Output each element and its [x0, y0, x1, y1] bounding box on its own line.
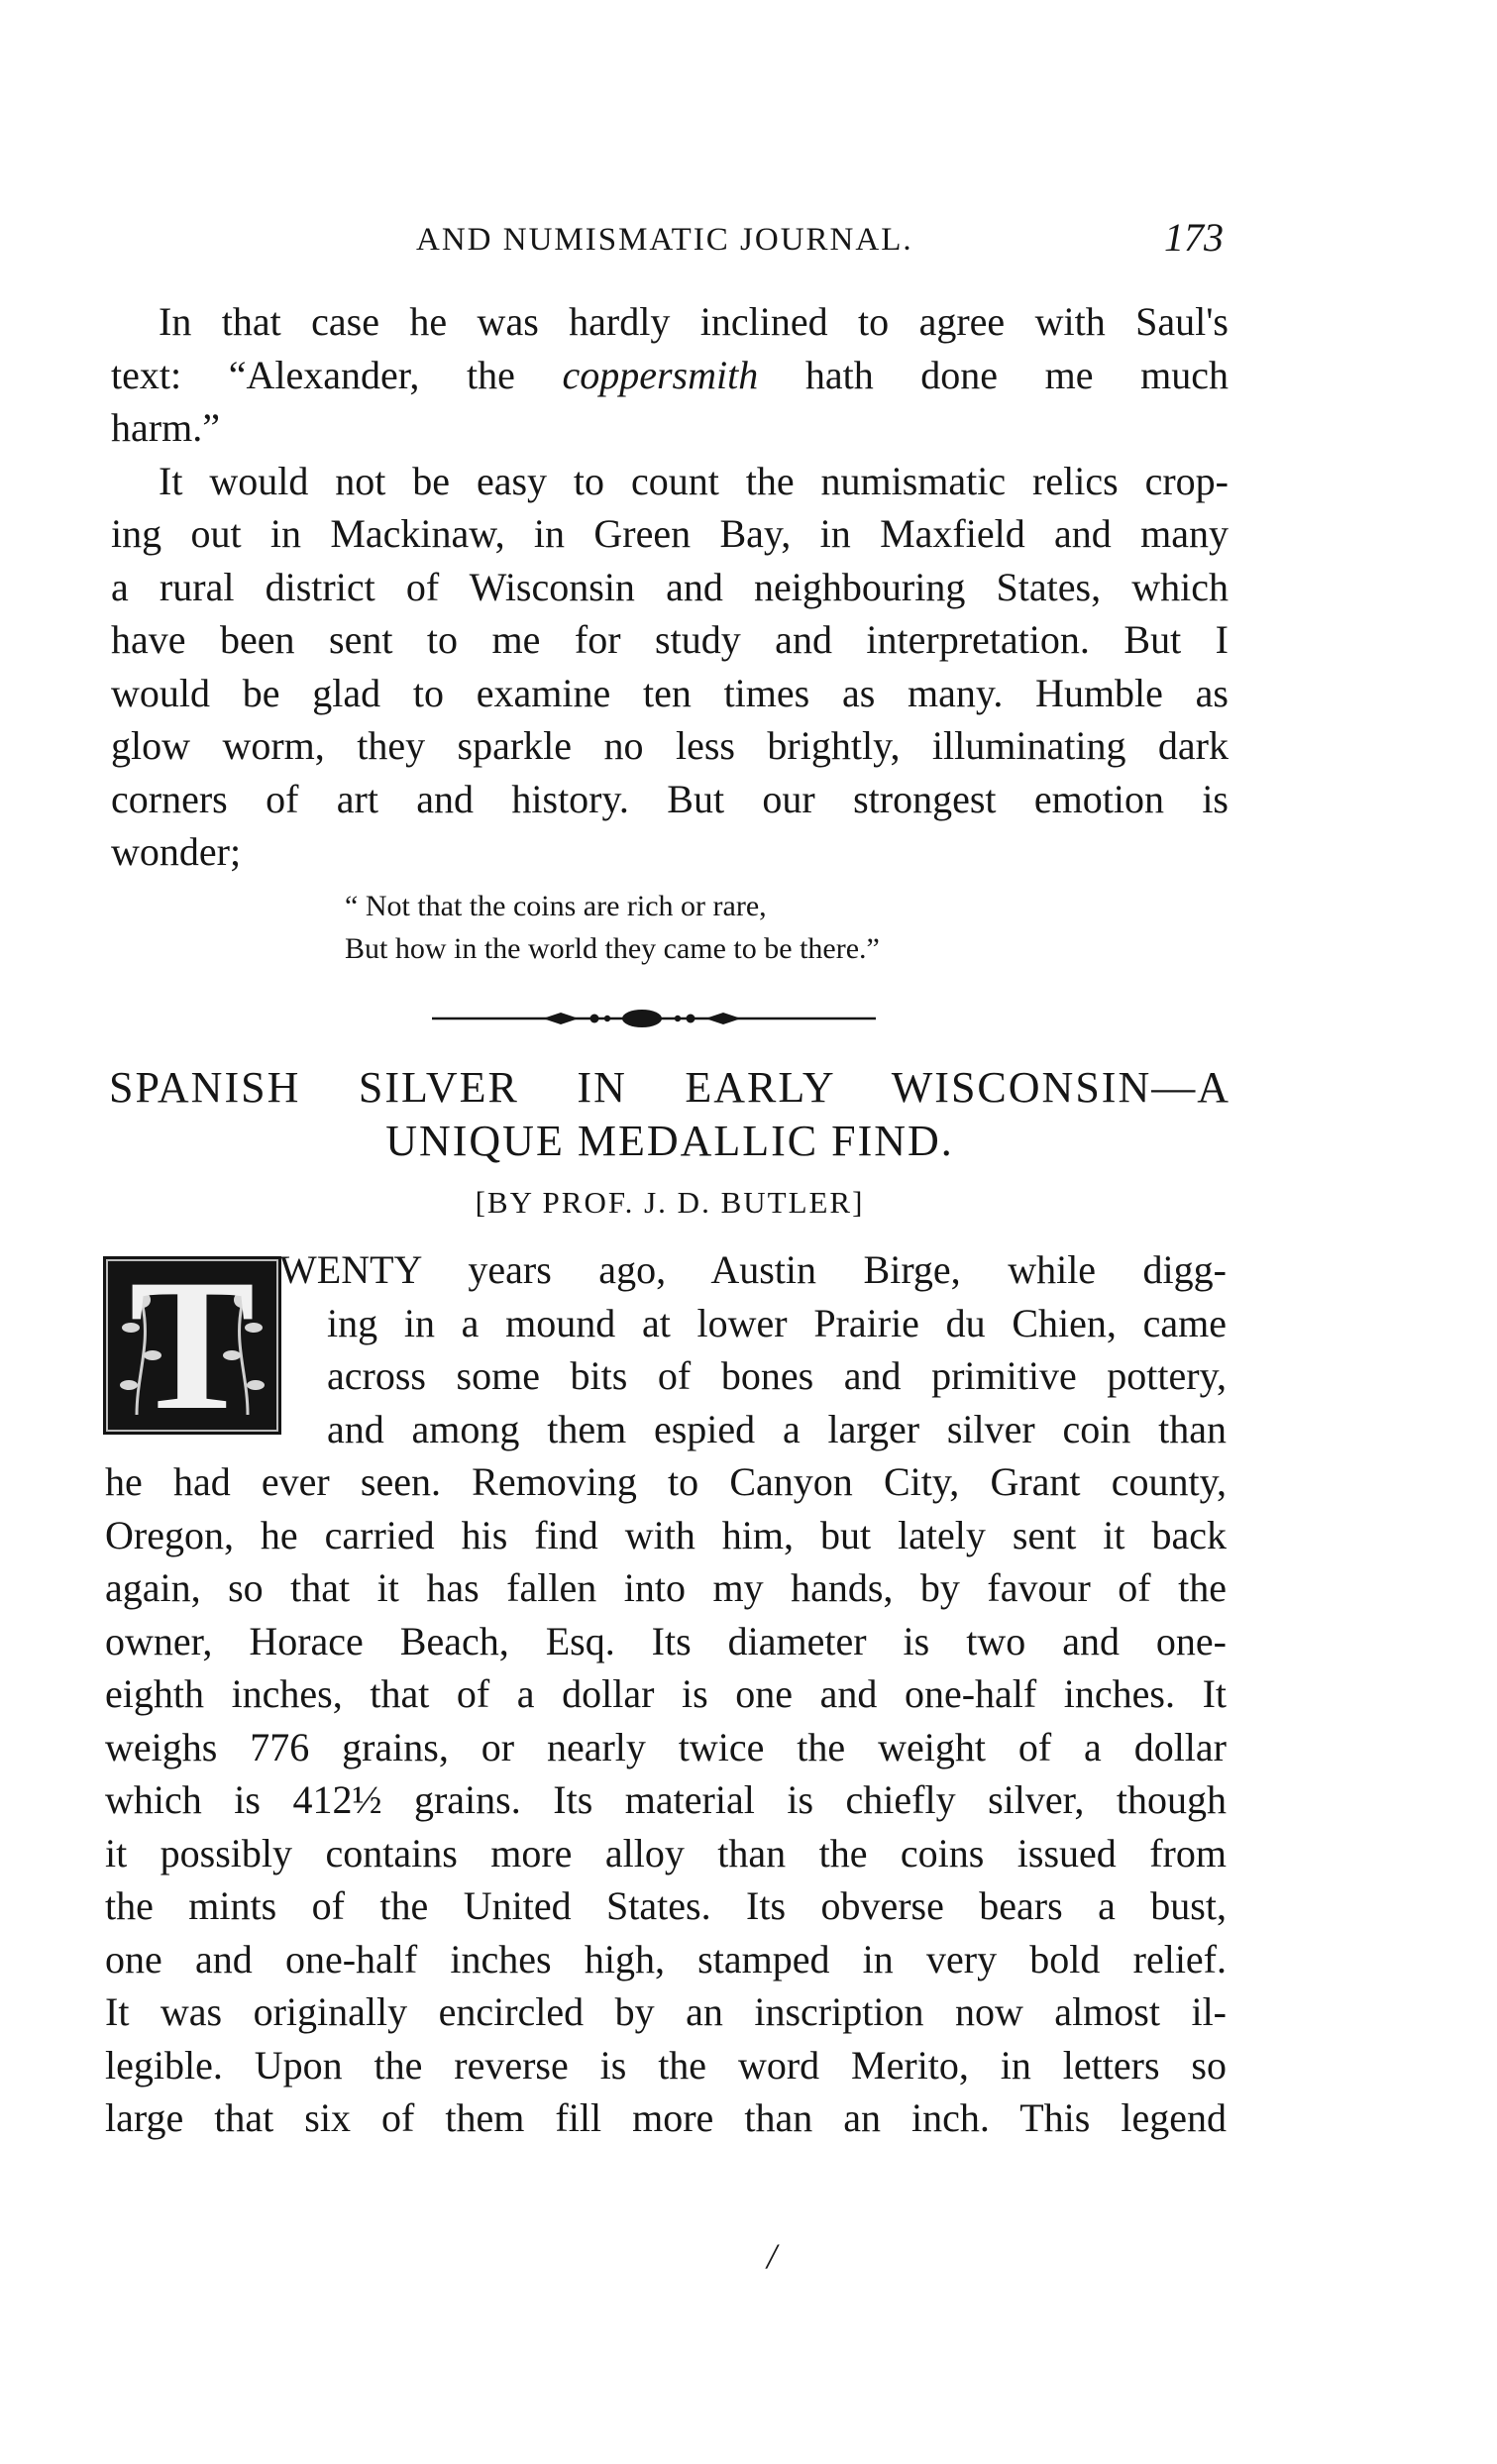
paragraph-line: ing in a mound at lower Prairie du Chien, came: [327, 1300, 1227, 1345]
decorated-drop-cap: [103, 1241, 281, 1449]
paragraph-line: legible. Upon the reverse is the word Merito, in letters so: [105, 2042, 1227, 2088]
paragraph-line: one and one-half inches high, stamped in very bold relief.: [105, 1936, 1227, 1982]
paragraph-line: the mints of the United States. Its obverse bears a bust,: [105, 1883, 1227, 1928]
paragraph-line: wonder;: [111, 829, 242, 874]
paragraph-line: [111, 349, 1229, 402]
paragraph-line: eighth inches, that of a dollar is one and one-half inches. It: [105, 1671, 1227, 1716]
article-body: [105, 1455, 1227, 2145]
paragraph-line: across some bits of bones and primitive pottery,: [327, 1353, 1227, 1398]
paragraph-line: It was originally encircled by an inscription now almost il-: [105, 1989, 1227, 2034]
paragraph-line: weighs 776 grains, or nearly twice the weight of a dollar: [105, 1724, 1227, 1769]
page-number: 173: [1164, 215, 1224, 260]
paragraph-1: [111, 295, 1229, 879]
paragraph-line: ing out in Mackinaw, in Green Bay, in Maxfield and many: [111, 511, 1229, 556]
paragraph-line: a rural district of Wisconsin and neighbouring States, which: [111, 564, 1229, 609]
paragraph-line: large that six of them fill more than an inch. This legend: [105, 2095, 1227, 2140]
text-run: hath done me much: [758, 352, 1229, 397]
paragraph-line: which is 412½ grains. Its material is chiefly silver, though: [105, 1777, 1227, 1822]
paragraph-line: would be glad to examine ten times as many. Humble as: [111, 670, 1229, 715]
article-opening: [279, 1243, 1227, 1455]
verse-line: “ Not that the coins are rich or rare,: [345, 890, 767, 922]
paragraph-line: Oregon, he carried his find with him, but lately sent it back: [105, 1512, 1227, 1557]
paragraph-line: In that case he was hardly inclined to agree with Saul's: [159, 299, 1229, 344]
article-title-line-1: SPANISH SILVER IN EARLY WISCONSIN—A: [109, 1063, 1230, 1112]
text-run: text: “Alexander, the: [111, 352, 563, 397]
signature-mark: /: [767, 2236, 778, 2276]
running-head: AND NUMISMATIC JOURNAL.: [416, 222, 913, 258]
paragraph-line: have been sent to me for study and interpretation. But I: [111, 617, 1229, 662]
verse-quote: [345, 885, 880, 970]
paragraph-line: it possibly contains more alloy than the coins issued from: [105, 1830, 1227, 1875]
paragraph-line: corners of art and history. But our strongest emotion is: [111, 776, 1229, 821]
italic-word: coppersmith: [562, 352, 759, 397]
drop-cap-letter: T: [129, 1241, 256, 1449]
paragraph-line: owner, Horace Beach, Esq. Its diameter is two and one-: [105, 1618, 1227, 1663]
paragraph-line: harm.”: [111, 405, 220, 450]
paragraph-line: WENTY years ago, Austin Birge, while digg-: [279, 1247, 1227, 1292]
paragraph-line: glow worm, they sparkle no less brightly, illuminating dark: [111, 723, 1229, 768]
paragraph-line: he had ever seen. Removing to Canyon City, Grant county,: [105, 1459, 1227, 1504]
article-title-line-2: UNIQUE MEDALLIC FIND.: [385, 1117, 954, 1165]
paragraph-line: again, so that it has fallen into my hands, by favour of the: [105, 1565, 1227, 1610]
section-divider-ornament: [426, 1007, 882, 1030]
article-byline: [BY PROF. J. D. BUTLER]: [475, 1185, 865, 1220]
paragraph-line: It would not be easy to count the numismatic relics crop-: [159, 458, 1229, 503]
verse-line: But how in the world they came to be there.”: [345, 932, 880, 965]
paragraph-line: and among them espied a larger silver coin than: [327, 1406, 1227, 1451]
